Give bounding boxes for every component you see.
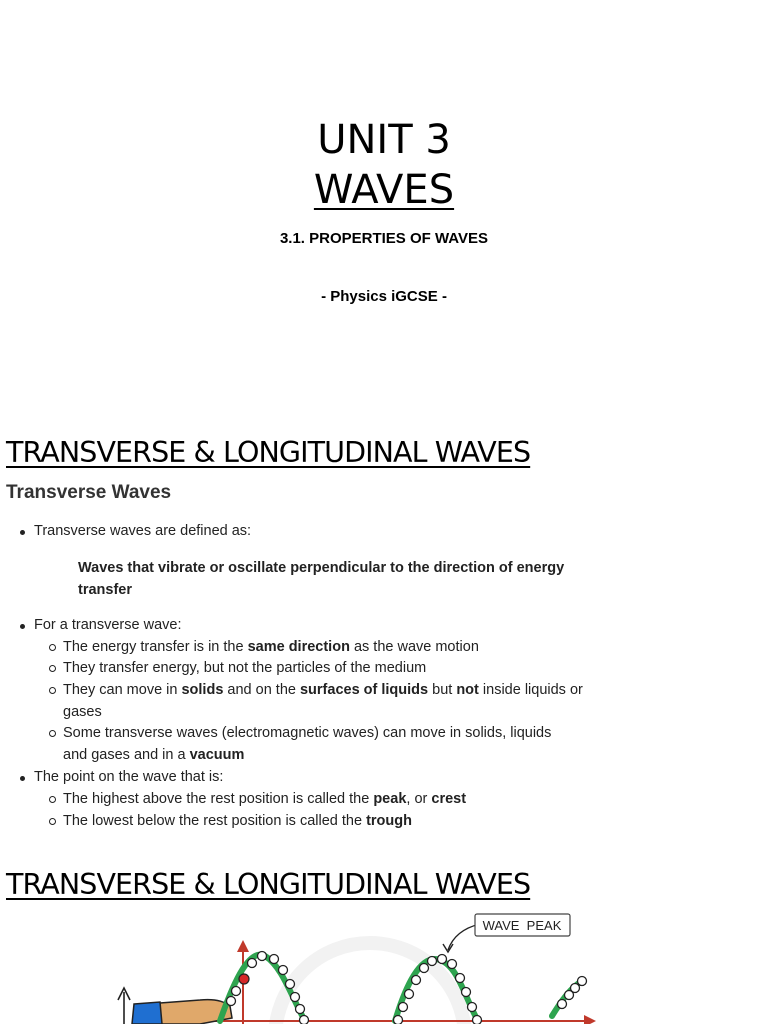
sub-bullet-item: [63, 658, 426, 680]
wave-particle: [420, 964, 429, 973]
text-run: and gases and in a: [63, 747, 190, 763]
wave-particle: [248, 959, 257, 968]
sub-bullet-item: [63, 811, 412, 833]
wave-particle: [300, 1016, 309, 1024]
definition-line: Waves that vibrate or oscillate perpendicular to the direction of energy: [78, 560, 565, 576]
text-run: They can move in: [63, 682, 182, 698]
bullet-text: The point on the wave that is:: [34, 769, 224, 785]
text-run: Some transverse waves (electromagnetic waves) can move in solids, liquids: [63, 725, 552, 741]
transverse-wave-diagram: [0, 908, 768, 1024]
sub-bullet-continuation: gases: [63, 704, 102, 720]
sub-bullet-item: [63, 723, 551, 745]
wave-particle: [399, 1003, 408, 1012]
y-axis-arrowhead: [237, 940, 249, 952]
bold-run: same direction: [247, 639, 350, 655]
wave-particle: [456, 974, 465, 983]
bullet-text: For a transverse wave:: [34, 617, 182, 633]
label-pointer-arrowhead: [443, 944, 453, 952]
bold-run: solids: [181, 682, 224, 698]
wave-particle: [291, 993, 300, 1002]
sleeve-illustration: [132, 1002, 162, 1024]
highlighted-particle: [239, 974, 249, 984]
text-run: and on the: [223, 682, 300, 698]
wave-peak-label: WAVE PEAK: [482, 918, 562, 933]
wave-particle: [258, 952, 267, 961]
text-run: The highest above the rest position is called the: [63, 791, 374, 807]
wave-particle: [286, 980, 295, 989]
bullet-item: [34, 767, 223, 789]
wave-particle: [227, 997, 236, 1006]
wave-particle: [279, 966, 288, 975]
sub-bullet-item: [63, 789, 466, 811]
wave-particle: [578, 977, 587, 986]
slide-heading: TRANSVERSE & LONGITUDINAL WAVES: [6, 436, 531, 469]
text-run: as the wave motion: [349, 639, 479, 655]
course-label: - Physics iGCSE -: [321, 288, 447, 305]
bold-run: trough: [366, 813, 412, 829]
wave-particle: [438, 955, 447, 964]
sub-bullet-continuation: [63, 745, 244, 767]
slide-heading: TRANSVERSE & LONGITUDINAL WAVES: [6, 868, 531, 901]
text-run: but: [428, 682, 457, 698]
sub-heading: Transverse Waves: [6, 482, 172, 503]
bold-run: crest: [431, 791, 467, 807]
wave-particle: [462, 988, 471, 997]
sub-bullet-item: [63, 680, 583, 702]
rest-line-arrowhead: [584, 1015, 596, 1024]
text-run: , or: [406, 791, 432, 807]
bullet-text: Transverse waves are defined as:: [34, 523, 252, 539]
bold-run: not: [456, 682, 479, 698]
bold-run: surfaces of liquids: [299, 682, 429, 698]
topic-title: [0, 166, 768, 214]
wave-particle: [571, 984, 580, 993]
wave-particle: [394, 1016, 403, 1024]
wave-particle: [405, 990, 414, 999]
definition-line: transfer: [78, 582, 132, 598]
wave-particle: [473, 1016, 482, 1024]
bullet-item: [34, 615, 181, 637]
wave-particle: [270, 955, 279, 964]
text-run: The lowest below the rest position is called the: [63, 813, 367, 829]
wave-particle: [468, 1003, 477, 1012]
section-subtitle: 3.1. PROPERTIES OF WAVES: [279, 230, 489, 247]
topic-title-text: WAVES: [313, 167, 455, 213]
wave-particle: [558, 1000, 567, 1009]
unit-title: UNIT 3: [317, 117, 451, 163]
bold-run: vacuum: [189, 747, 245, 763]
bold-run: peak: [373, 791, 407, 807]
wave-particle: [428, 957, 437, 966]
wave-particle: [412, 976, 421, 985]
text-run: inside liquids or: [478, 682, 583, 698]
wave-particle: [232, 987, 241, 996]
text-run: The energy transfer is in the: [63, 639, 248, 655]
sub-bullet-item: [63, 637, 479, 659]
bullet-item: [34, 521, 251, 543]
text-run: They transfer energy, but not the particles of the medium: [63, 660, 427, 676]
wave-particle: [448, 960, 457, 969]
wave-particle: [296, 1005, 305, 1014]
